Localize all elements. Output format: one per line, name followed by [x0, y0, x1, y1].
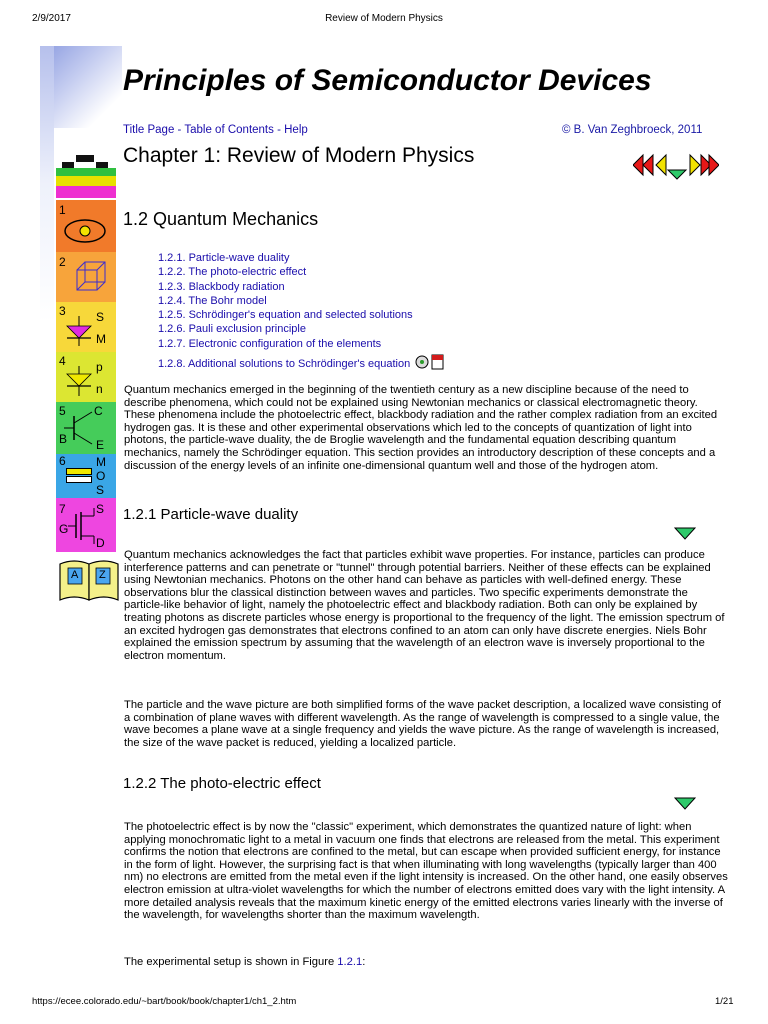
toc-link-1-2-8[interactable]: 1.2.8. Additional solutions to Schrödinger's equation	[158, 358, 411, 371]
last-page-icon[interactable]	[701, 155, 719, 175]
toc-link-1-2-3[interactable]: 1.2.3. Blackbody radiation	[158, 280, 285, 293]
sidebar-chapter-1[interactable]: 1	[56, 200, 116, 252]
toc-link-1-2-6[interactable]: 1.2.6. Pauli exclusion principle	[158, 323, 306, 336]
heading-1-2-2: 1.2.2 The photo-electric effect	[123, 775, 321, 792]
heading-1-2-1: 1.2.1 Particle-wave duality	[123, 506, 299, 523]
mosfet-icon	[68, 506, 98, 546]
atom-icon	[62, 216, 108, 246]
print-tab-title: Review of Modern Physics	[325, 13, 443, 24]
toc-link-1-2-5[interactable]: 1.2.5. Schrödinger's equation and selected solutions	[158, 309, 413, 322]
next-section-arrow-icon[interactable]	[674, 527, 696, 541]
first-page-icon[interactable]	[633, 155, 653, 175]
copyright-link[interactable]: © B. Van Zeghbroeck, 2011	[562, 124, 703, 136]
toc-link-1-2-1[interactable]: 1.2.1. Particle-wave duality	[158, 252, 290, 264]
sidebar-chapter-7[interactable]: 7 S G D	[56, 498, 116, 552]
print-url: https://ecee.colorado.edu/~bart/book/book/chapter1/ch1_2.htm	[32, 996, 297, 1007]
mos-gate-icon	[66, 468, 92, 475]
paragraph-1-2-2-b: The experimental setup is shown in Figure 1.2.1:	[124, 956, 366, 968]
print-page-count: 1/21	[715, 996, 734, 1007]
section-heading: 1.2 Quantum Mechanics	[123, 209, 319, 229]
sidebar-chapter-5[interactable]: 5 C B E	[56, 402, 116, 454]
top-nav: Title Page - Table of Contents - Help	[123, 124, 308, 136]
schottky-diode-icon	[62, 316, 96, 346]
help-link[interactable]: Help	[284, 124, 308, 136]
next-section-arrow-icon[interactable]	[674, 797, 696, 811]
book-title: Principles of Semiconductor Devices	[123, 64, 652, 97]
paragraph-1-2-2-a: The photoelectric effect is by now the "classic" experiment, which demonstrates the quantized nature of light: when applying monochromatic light to a metal in vacuum one finds that electrons are released from the metal. This experiment confirms the notion that electrons are confined to the metal, but can escape when provided sufficient energy, for instance in the form of light. However, the surprising fact is that when illuminating with long wavelengths (typically larger than 400 nm) no electrons are emitted from the metal even if the light intensity is increased. On the other hand, one easily observes electron emission at ultra-violet wavelengths for which the number of electrons emitted does vary with the light intensity. A more detailed analysis reveals that the maximum kinetic energy of the emitted electrons varies linearly with the inverse of the wavelength, for wavelengths shorter than the maximum wavelength.	[124, 821, 728, 922]
subsection-toc	[158, 251, 445, 371]
print-date: 2/9/2017	[32, 13, 71, 24]
paragraph-1-2-1-b: The particle and the wave picture are both simplified forms of the wave packet description, a localized wave consisting of a combination of plane waves with different wavelength. As the range of wavelength is compressed to a single value, the wave becomes a plane wave at a single frequency and yields the wave picture. As the range of wavelength is increased, the size of the wave packet is reduced, yielding a localized particle.	[124, 699, 721, 749]
table-of-contents-link[interactable]: Table of Contents	[184, 124, 274, 136]
advanced-material-icons[interactable]	[415, 354, 445, 370]
chapter-title: Chapter 1: Review of Modern Physics	[123, 144, 475, 167]
index-book-icon[interactable]: A Z	[58, 556, 120, 604]
figure-1-2-1-link[interactable]: 1.2.1	[337, 956, 363, 968]
nav-arrows	[633, 152, 719, 182]
sidebar-chapter-6[interactable]: 6 M O S	[56, 454, 116, 498]
intro-paragraph: Quantum mechanics emerged in the beginning of the twentieth century as a new discipline because of the need to describe phenomena, which could not be explained using Newtonian mechanics or classical electromagnetic theory. These phenomena include the photoelectric effect, blackbody radiation and the rather complex radiation from an excited hydrogen gas. It is these and other experimental observations which led to the concepts of quantization of light into photons, the particle-wave duality, the de Broglie wavelength and the fundamental equation describing quantum mechanics, namely the Schrödinger equation. This section provides an introductory description of these concepts and a discussion of the energy levels of an infinite one-dimensional quantum well and those of the hydrogen atom.	[124, 384, 718, 472]
title-page-link[interactable]: Title Page	[123, 124, 175, 136]
crystal-icon	[74, 258, 110, 298]
sidebar-chapter-3[interactable]: 3 S M	[56, 302, 116, 352]
sidebar-chapter-2[interactable]: 2	[56, 252, 116, 302]
bjt-icon	[64, 408, 104, 448]
previous-page-icon[interactable]	[656, 155, 666, 175]
paragraph-1-2-1-a: Quantum mechanics acknowledges the fact that particles exhibit wave properties. For instance, particles can produce interference patterns and can penetrate or "tunnel" through potential barriers. Neither of these effects can be explained using Newtonian mechanics. Photons on the other hand can behave as particles with well-defined energy. These observations blur the classical distinction between waves and particles. Two specific experiments demonstrate the particle-like behavior of light, namely the photoelectric effect and blackbody radiation. Both can only be explained by treating photons as discrete particles whose energy is proportional to the frequency of the light. The emission spectrum of an excited hydrogen gas demonstrates that electrons confined to an atom can only have discrete energies. Niels Bohr explained the emission spectrum by assuming that the wavelength of an electron wave is inversely proportional to the electron momentum.	[124, 549, 725, 662]
sidebar-chapter-4[interactable]: 4 p n	[56, 352, 116, 402]
toc-link-1-2-7[interactable]: 1.2.7. Electronic configuration of the elements	[158, 337, 382, 350]
next-page-icon[interactable]	[690, 155, 700, 175]
next-section-icon[interactable]	[668, 170, 686, 179]
sidebar-chapter-0[interactable]	[56, 152, 116, 198]
pn-diode-icon	[62, 366, 96, 396]
toc-link-1-2-2[interactable]: 1.2.2. The photo-electric effect	[158, 266, 307, 279]
corner-decoration-band	[40, 46, 54, 966]
toc-link-1-2-4[interactable]: 1.2.4. The Bohr model	[158, 294, 267, 307]
